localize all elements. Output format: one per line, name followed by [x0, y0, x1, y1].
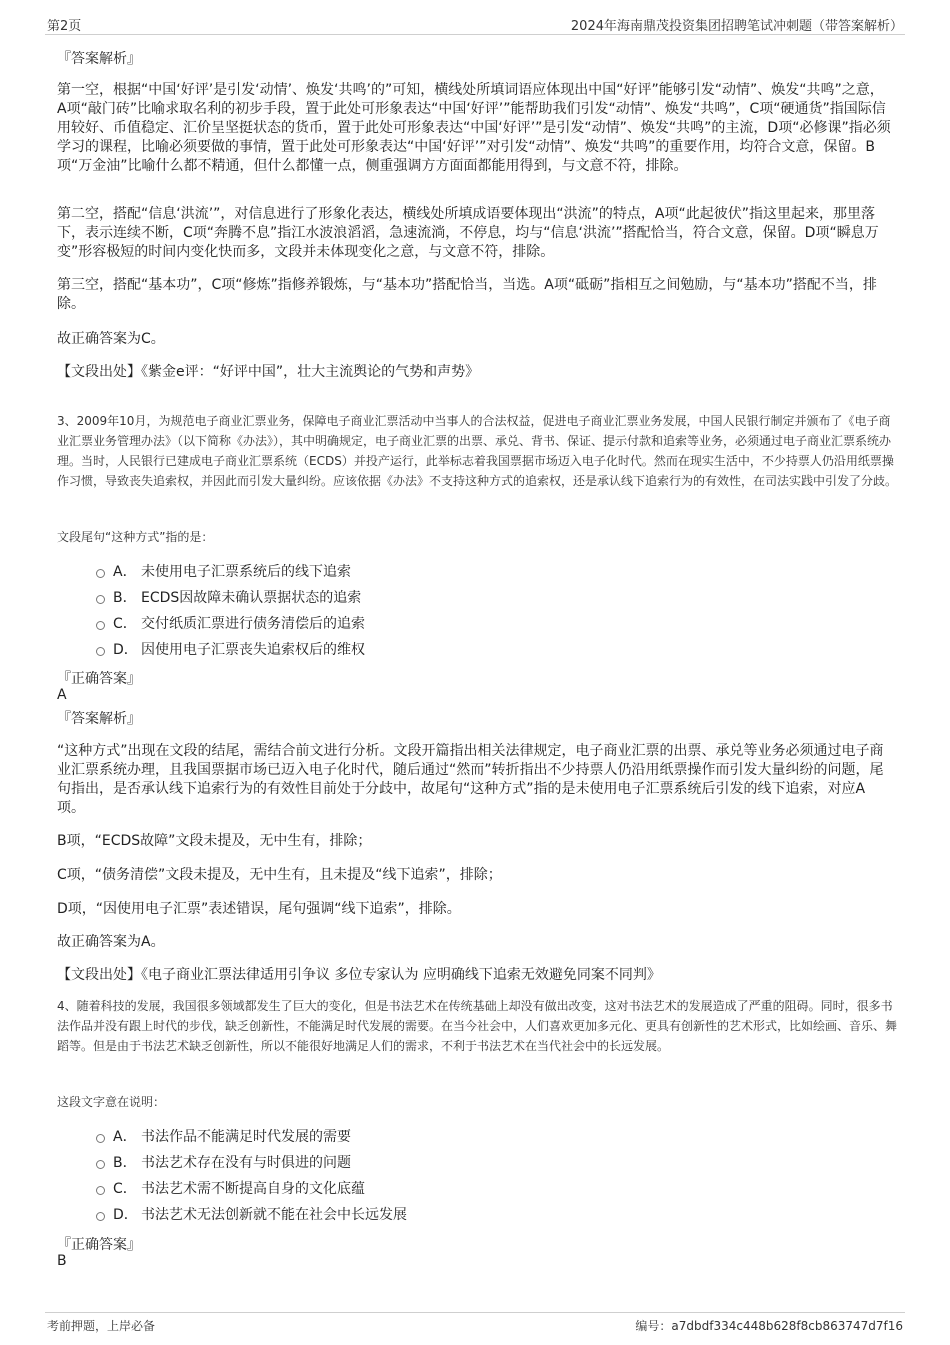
q3-option-b-text: ECDS因故障未确认票据状态的追索	[141, 590, 362, 606]
q3-option-b-letter: B．	[113, 590, 137, 606]
q3-option-a-letter: A．	[113, 564, 137, 580]
q2-analysis-para-2: 第二空，搭配“信息‘洪流’”，对信息进行了形象化表达，横线处所填成语要体现出“洪流”的特点，A项“此起彼伏”指这里起来，那里落下，表示连续不断，C项“奔腾不息”指江水波浪滔滔，急速流淌，不停息，均与“信息‘洪流’”搭配恰当，符合文意，保留。D项“瞬息万变”形容极短的时间内变化快而多，文段并未体现变化之意，与文意不符，排除。	[57, 206, 879, 260]
q3-option-d[interactable]	[96, 640, 365, 660]
q3-answer-label: 『正确答案』	[57, 671, 141, 687]
page-number: 第2页	[47, 19, 82, 34]
q3-option-c-text: 交付纸质汇票进行债务清偿后的追索	[141, 616, 365, 632]
document-title: 2024年海南鼎茂投资集团招聘笔试冲刺题（带答案解析）	[570, 19, 903, 34]
q4-option-d[interactable]	[96, 1205, 407, 1225]
document-id: 编号：a7dbdf334c448b628f8cb863747d7f16	[635, 1319, 903, 1333]
q3-source: 【文段出处】《电子商业汇票法律适用引争议 多位专家认为 应明确线下追索无效避免同案不同判》	[57, 967, 661, 983]
radio-icon[interactable]	[96, 1160, 105, 1169]
radio-icon[interactable]	[96, 647, 105, 656]
radio-icon[interactable]	[96, 1186, 105, 1195]
q4-answer-label: 『正确答案』	[57, 1237, 141, 1253]
page-footer	[45, 1312, 905, 1337]
q2-source: 【文段出处】《紫金e评：“好评中国”，壮大主流舆论的气势和声势》	[57, 364, 480, 380]
q2-analysis-label: 『答案解析』	[57, 51, 141, 67]
q4-option-b-text: 书法艺术存在没有与时俱进的问题	[141, 1155, 351, 1171]
q3-option-a[interactable]	[96, 562, 351, 582]
q4-option-b[interactable]	[96, 1153, 351, 1173]
q3-analysis-para-2: B项，“ECDS故障”文段未提及，无中生有，排除；	[57, 833, 372, 849]
q3-analysis-para-3: C项，“债务清偿”文段未提及，无中生有，且未提及“线下追索”，排除；	[57, 867, 502, 883]
q4-option-d-letter: D．	[113, 1207, 138, 1223]
q3-analysis-label: 『答案解析』	[57, 711, 141, 727]
radio-icon[interactable]	[96, 569, 105, 578]
q4-option-c[interactable]	[96, 1179, 365, 1199]
q3-option-d-letter: D．	[113, 642, 138, 658]
q3-option-c[interactable]	[96, 614, 365, 634]
q4-answer: B	[57, 1253, 67, 1269]
q4-prompt: 这段文字意在说明：	[57, 1095, 166, 1109]
q3-option-b[interactable]	[96, 588, 361, 608]
q4-option-a-letter: A．	[113, 1129, 137, 1145]
q3-analysis-para-1: “这种方式”出现在文段的结尾，需结合前文进行分析。文段开篇指出相关法律规定，电子商业汇票的出票、承兑等业务必须通过电子商业汇票系统办理，且我国票据市场已迈入电子化时代，随后通过“然而”转折指出不少持票人仍沿用纸票操作而引发大量纠纷的问题，尾句指出，是否承认线下追索行为的有效性目前处于分歧中，故尾句“这种方式”指的是未使用电子汇票系统后引发的线下追索，对应A项。	[57, 743, 884, 816]
page-header	[45, 12, 905, 35]
radio-icon[interactable]	[96, 1212, 105, 1221]
q4-option-b-letter: B．	[113, 1155, 137, 1171]
radio-icon[interactable]	[96, 1134, 105, 1143]
q3-option-d-text: 因使用电子汇票丧失追索权后的维权	[141, 642, 365, 658]
q3-option-a-text: 未使用电子汇票系统后的线下追索	[141, 564, 351, 580]
q3-analysis-para-4: D项，“因使用电子汇票”表述错误，尾句强调“线下追索”，排除。	[57, 901, 461, 917]
q3-answer: A	[57, 687, 67, 703]
q2-analysis-para-1: 第一空，根据“中国‘好评’是引发‘动情’、焕发‘共鸣’的”可知，横线处所填词语应体现出中国“好评”能够引发“动情”、焕发“共鸣”之意，A项“敲门砖”比喻求取名利的初步手段，置于此处可形象表达“中国‘好评’”能帮助我们引发“动情”、焕发“共鸣”，C项“硬通货”指国际信用较好、币值稳定、汇价呈坚挺状态的货币，置于此处可形象表达“中国‘好评’”是引发“动情”、焕发“共鸣”的主流，D项“必修课”指必须学习的课程，比喻必须要做的事情，置于此处可形象表达“中国‘好评’”对引发“动情”、焕发“共鸣”的重要作用，均符合文意，保留。B项“万金油”比喻什么都不精通，但什么都懂一点，侧重强调方方面面都能用得到，与文意不符，排除。	[57, 82, 891, 174]
radio-icon[interactable]	[96, 621, 105, 630]
q4-stem: 4、随着科技的发展，我国很多领域都发生了巨大的变化，但是书法艺术在传统基础上却没有做出改变，这对书法艺术的发展造成了严重的阻碍。同时，很多书法作品并没有跟上时代的步伐，缺乏创新性，不能满足时代发展的需要。在当今社会中，人们喜欢更加多元化、更具有创新性的艺术形式，比如绘画、音乐、舞蹈等。但是由于书法艺术缺乏创新性，所以不能很好地满足人们的需求，不利于书法艺术在当代社会中的长远发展。	[57, 999, 898, 1053]
q4-option-a-text: 书法作品不能满足时代发展的需要	[141, 1129, 351, 1145]
q3-prompt: 文段尾句“这种方式”指的是：	[57, 530, 214, 544]
q2-conclusion: 故正确答案为C。	[57, 331, 165, 347]
q4-option-c-letter: C．	[113, 1181, 137, 1197]
q3-conclusion: 故正确答案为A。	[57, 934, 165, 950]
footer-slogan: 考前押题，上岸必备	[47, 1319, 156, 1333]
q3-stem: 3、2009年10月，为规范电子商业汇票业务，保障电子商业汇票活动中当事人的合法权益，促进电子商业汇票业务发展，中国人民银行制定并颁布了《电子商业汇票业务管理办法》（以下简称《办法》），其中明确规定，电子商业汇票的出票、承兑、背书、保证、提示付款和追索等业务，必须通过电子商业汇票系统办理。当时，人民银行已建成电子商业汇票系统（ECDS）并投产运行，此举标志着我国票据市场迈入电子化时代。然而在现实生活中，不少持票人仍沿用纸票操作习惯，导致丧失追索权，并因此而引发大量纠纷。应该依据《办法》不支持这种方式的追索权，还是承认线下追索行为的有效性，在司法实践中引发了分歧。	[57, 414, 898, 488]
q3-option-c-letter: C．	[113, 616, 137, 632]
radio-icon[interactable]	[96, 595, 105, 604]
q4-option-d-text: 书法艺术无法创新就不能在社会中长远发展	[141, 1207, 407, 1223]
q2-analysis-para-3: 第三空，搭配“基本功”，C项“修炼”指修养锻炼，与“基本功”搭配恰当，当选。A项“砥砺”指相互之间勉励，与“基本功”搭配不当，排除。	[57, 277, 877, 312]
q4-option-a[interactable]	[96, 1127, 351, 1147]
q4-option-c-text: 书法艺术需不断提高自身的文化底蕴	[141, 1181, 365, 1197]
